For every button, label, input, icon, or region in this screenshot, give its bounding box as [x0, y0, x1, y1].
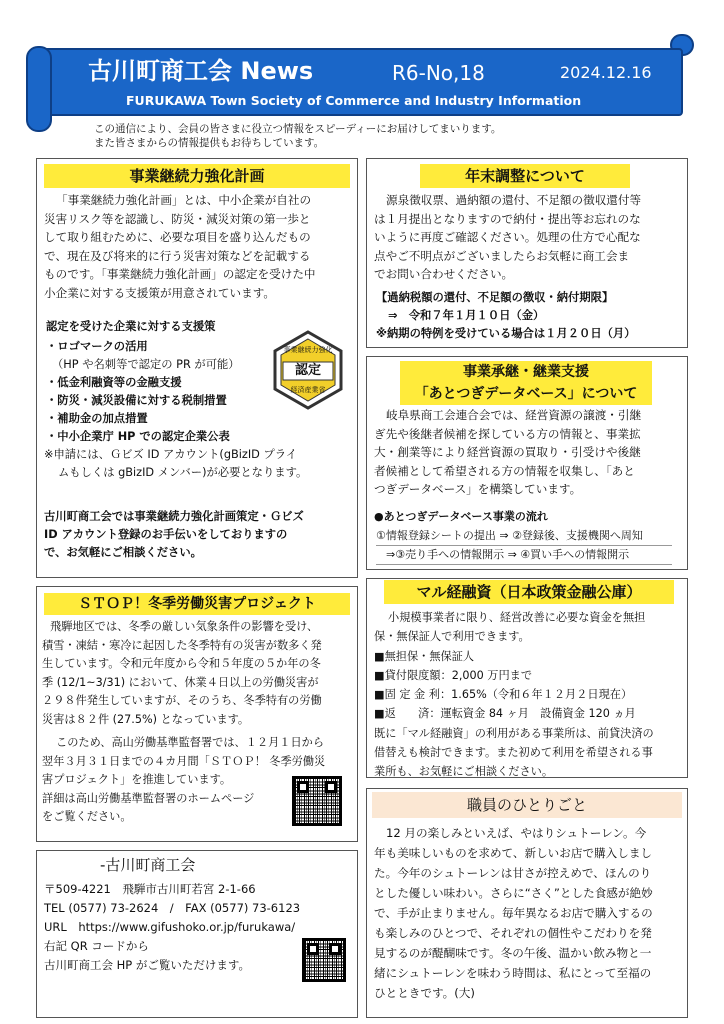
contact-url[interactable]: URL https://www.gifushoko.or.jp/furukawa/ — [44, 920, 296, 934]
winter-line: 詳細は高山労働基準監督署のホームページ — [42, 791, 255, 805]
year-end-line: 点やご不明点がございましたらお気軽に商工会ま — [374, 248, 630, 263]
staff-column-title: 職員のひとりごと — [372, 792, 682, 818]
staff-line: 見するのが醍醐味です。冬の午後、温かい飲み物と一 — [374, 946, 652, 960]
succession-line: 大・創業等により経営資源の買取り・引受けや後継 — [374, 445, 641, 460]
year-end-line: でお問い合わせください。 — [374, 267, 514, 282]
intro-line-1: この通信により、会員の皆さまに役立つ情報をスピーディーにお届けしてまいります。 — [94, 123, 502, 135]
maru-item: ■固 定 金 利：1.65%（令和６年１２月２日現在） — [374, 688, 633, 702]
winter-line: ２９８件発生していますが、そのうち、冬季特有の労働 — [42, 694, 322, 708]
contact-qr-note: 右記 QR コードから — [44, 939, 149, 953]
contact-details — [44, 880, 300, 975]
winter-line: 災害は８２件 (27.5%) となっています。 — [42, 712, 250, 726]
winter-line: 翌年３月３１日までの４カ月間「ＳＴＯＰ！ 冬季労働災 — [42, 754, 326, 768]
staff-line: ひとときです。(大) — [374, 986, 475, 1000]
succession-line: 岐阜県商工会連合会では、経営資源の譲渡・引継 — [386, 408, 642, 422]
winter-line: 季 (12/1~3/31) において、休業４日以上の労働災害が — [42, 675, 319, 689]
winter-line: 積雪・凍結・寒冷に起因した冬季特有の災害が数多く発 — [42, 638, 322, 652]
maru-loan-body — [374, 608, 654, 782]
flow-step-2: ⇒③売り手への情報開示 ⇒ ④買い手への情報開示 — [386, 548, 630, 561]
logo-bottom-text: 経済産業省 — [290, 386, 326, 394]
maru-line: 保・無保証人で利用できます。 — [374, 630, 530, 644]
maru-item: ■無担保・無保証人 — [374, 649, 475, 663]
support-item: ・ロゴマークの活用 — [46, 340, 148, 353]
issue-date: 2024.12.16 — [560, 63, 652, 82]
year-end-body — [374, 191, 641, 284]
newsletter-title: 古川町商工会 News — [88, 57, 314, 85]
deadline-date: ⇒ 令和７年１月１０日（金） — [388, 309, 545, 322]
bcp-body-line: 災害リスク等を認識し、防災・減災対策の第一歩と — [44, 211, 311, 226]
maru-item: ■貸付限度額：2,000 万円まで — [374, 668, 533, 682]
winter-line: このため、高山労働基準監督署では、１２月１日から — [56, 736, 325, 749]
staff-line: 年も美味しいものを求めて、新しいお店で購入しまし — [374, 846, 653, 860]
support-item: ・中小企業庁 HP での認定企業公表 — [46, 430, 230, 443]
flow-divider — [376, 545, 672, 546]
winter-line: 飛騨地区では、冬季の厳しい気象条件の影響を受け、 — [50, 620, 319, 633]
staff-line: とした優しい味わい。さらに“さく”とした食感が絶妙 — [374, 886, 653, 900]
flow-step-1: ①情報登録シートの提出 ⇒ ②登録後、支援機関へ周知 — [376, 529, 643, 542]
contact-qr-note: 古川町商工会 HP がご覧いただけます。 — [44, 958, 250, 972]
support-item: ・補助金の加点措置 — [46, 412, 148, 425]
succession-body — [374, 406, 641, 499]
maru-line: 業所も、お気軽にご相談ください。 — [374, 765, 554, 779]
bcp-title: 事業継続力強化計画 — [44, 164, 350, 188]
bcp-closing-line: 古川町商工会では事業継続力強化計画策定・Ｇビズ — [44, 510, 304, 523]
winter-line: 生しています。令和元年度から令和５年度の５か年の冬 — [42, 657, 321, 671]
succession-line: ぎ先や後継者候補を探している方の情報と、事業拡 — [374, 426, 641, 441]
staff-line: た。今年のシュトーレンは甘さが控えめで、ほんのり — [374, 866, 652, 880]
staff-line: 12 月の楽しみといえば、やはりシュトーレン。今 — [386, 826, 647, 840]
bcp-body — [44, 191, 354, 303]
newsletter-subtitle: FURUKAWA Town Society of Commerce and Industry Information — [126, 93, 582, 108]
winter-safety-body — [42, 618, 322, 730]
bcp-support-title: 認定を受けた企業に対する支援策 — [46, 320, 216, 333]
year-end-line: 源泉徴収票、過納額の還付、不足額の徴収還付等 — [386, 193, 642, 207]
contact-org-name: -古川町商工会 — [100, 856, 196, 874]
year-end-title: 年末調整について — [420, 164, 630, 188]
logo-center-text: 認定 — [294, 363, 321, 378]
staff-line: 緒にシュトーレンを味わう時間は、私にとって至福の — [374, 966, 652, 980]
bcp-body-line: ものです。「事業継続力強化計画」の認定を受けた中 — [44, 267, 316, 282]
bcp-body-line: で、現在及び将来的に行う災害対策などを記載する — [44, 248, 311, 263]
maru-loan-title: マル経融資（日本政策金融公庫） — [384, 580, 674, 604]
staff-column-body — [374, 823, 653, 1003]
bcp-body-line: 「事業継続力強化計画」とは、中小企業が自社の — [56, 193, 312, 207]
special-deadline: ※納期の特例を受けている場合は１月２０日（月） — [376, 327, 636, 340]
certification-logo — [268, 330, 348, 410]
logo-top-text: 事業継続力強化 — [283, 346, 333, 354]
banner-scroll-curl-left — [26, 46, 52, 132]
staff-line: も楽しみのひとつで、それぞれの個性やこだわりを発 — [374, 926, 652, 940]
bcp-note — [44, 446, 307, 482]
support-item: （HP や名刺等で認定の PR が可能） — [52, 358, 240, 371]
succession-title: 事業承継・継業支援 — [400, 361, 652, 383]
bcp-closing-line: で、お気軽にご相談ください。 — [44, 546, 202, 559]
bcp-note-line: ※申請には、Ｇビズ ID アカウント(gBizID プライ — [44, 448, 297, 461]
deadline-title: 【過納税額の還付、不足額の徴収・納付期限】 — [376, 291, 614, 304]
bcp-closing — [44, 508, 304, 562]
issue-number: R6-No,18 — [392, 61, 485, 85]
year-end-line: は１月提出となりますので納付・提出等お忘れのな — [374, 211, 641, 226]
contact-address: 〒509-4221 飛騨市古川町若宮 2-1-66 — [44, 882, 256, 896]
winter-line: 害プロジェクト」を推進しています。 — [42, 773, 232, 787]
staff-line: で、手が止まりません。毎年異なるお店で購入するの — [374, 906, 653, 920]
maru-item: ■返 済：運転資金 84 ヶ月 設備資金 120 ヵ月 — [374, 707, 636, 721]
homepage-qr-code[interactable] — [302, 938, 346, 982]
year-end-line: いように再度ご確認ください。処理の仕方で心配な — [374, 230, 641, 245]
support-item: ・低金利融資等の金融支援 — [46, 376, 182, 389]
support-item: ・防災・減災設備に対する税制措置 — [46, 394, 227, 407]
winter-safety-title: ＳＴＯＰ！冬季労働災害プロジェクト — [44, 593, 350, 615]
maru-line: 既に「マル経融資」の利用がある事業所は、前貸決済の — [374, 726, 654, 740]
maru-line: 小規模事業者に限り、経営改善に必要な資金を無担 — [388, 611, 646, 624]
labor-office-qr-code[interactable] — [292, 776, 342, 826]
bcp-closing-line: ID アカウント登録のお手伝いをしておりますの — [44, 528, 288, 541]
bcp-body-line: して取り組むために、必要な項目を盛り込んだもの — [44, 230, 311, 245]
bcp-support-list — [46, 338, 240, 446]
succession-subtitle: 「あとつぎデータベース」について — [400, 383, 652, 405]
contact-phone-fax: TEL (0577) 73-2624 / FAX (0577) 73-6123 — [44, 901, 301, 915]
intro-line-2: また皆さまからの情報提供もお待ちしています。 — [94, 137, 325, 149]
bcp-body-line: 小企業に対する支援策が用意されています。 — [44, 285, 275, 300]
bcp-note-line: ムもしくは gBizID メンバー)が必要となります。 — [58, 466, 308, 479]
flow-title: ●あとつぎデータベース事業の流れ — [374, 510, 548, 523]
flow-divider — [376, 564, 672, 565]
winter-line: をご覧ください。 — [42, 810, 132, 824]
succession-line: つぎデータベース」を構築しています。 — [374, 482, 582, 497]
maru-line: 借替えも検討できます。また初めて利用を希望される事 — [374, 746, 653, 760]
succession-line: 者候補として希望される方の情報を収集し、「あと — [374, 463, 635, 478]
winter-safety-body-2 — [42, 734, 325, 827]
